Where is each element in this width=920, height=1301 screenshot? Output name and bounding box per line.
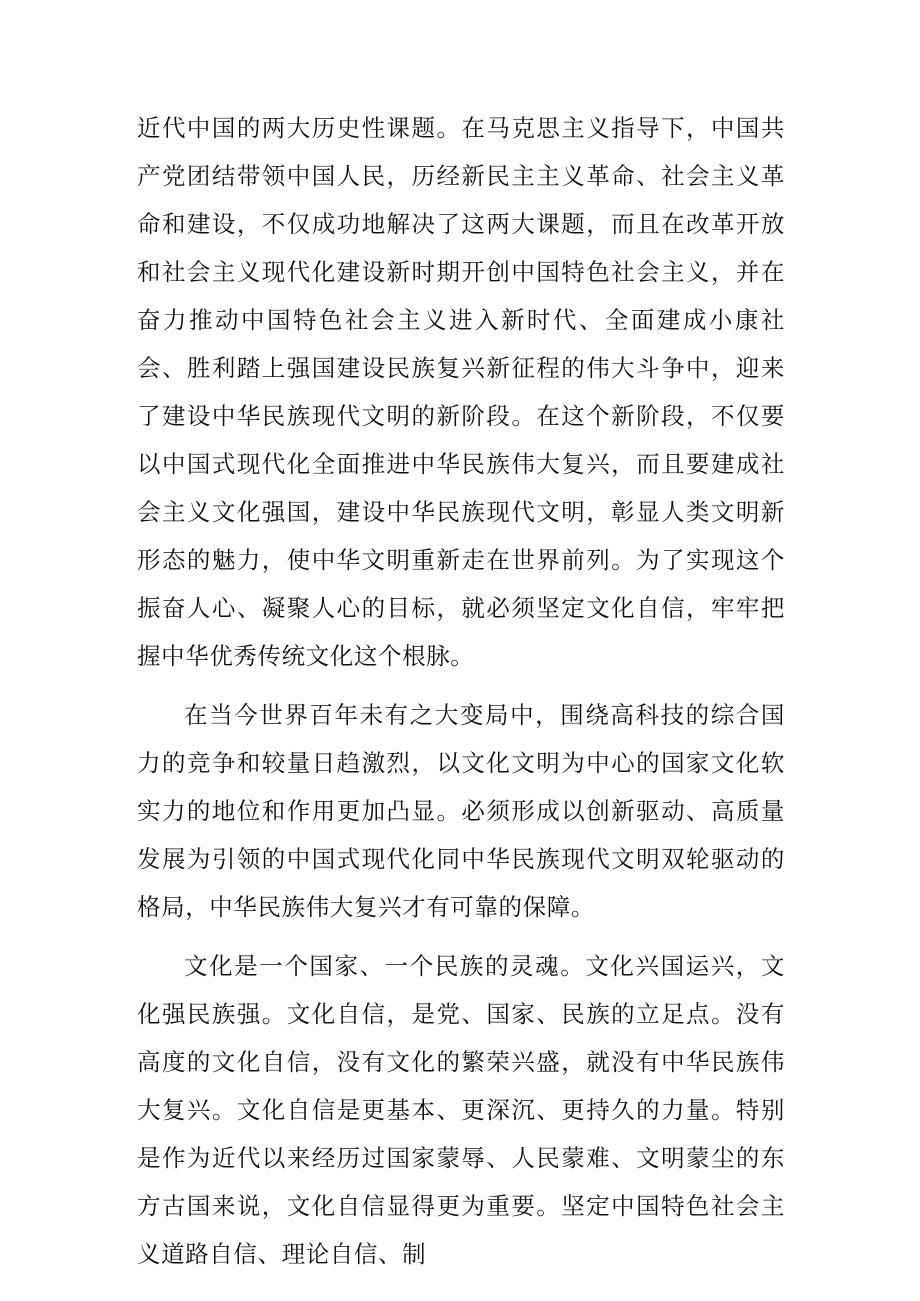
paragraph-2: 在当今世界百年未有之大变局中，围绕高科技的综合国力的竞争和较量日趋激烈，以文化文明为中心的国家文化软实力的地位和作用更加凸显。必须形成以创新驱动、高质量发展为引领的中国式现代化同中华民族现代文明双轮驱动的格局，中华民族伟大复兴才有可靠的保障。 [137,701,785,921]
paragraph-1: 近代中国的两大历史性课题。在马克思主义指导下，中国共产党团结带领中国人民，历经新民主主义革命、社会主义革命和建设，不仅成功地解决了这两大课题，而且在改革开放和社会主义现代化建设新时期开创中国特色社会主义，并在奋力推动中国特色社会主义进入新时代、全面建成小康社会、胜利踏上强国建设民族复兴新征程的伟大斗争中，迎来了建设中华民族现代文明的新阶段。在这个新阶段，不仅要以中国式现代化全面推进中华民族伟大复兴，而且要建成社会主义文化强国，建设中华民族现代文明，彰显人类文明新形态的魅力，使中华文明重新走在世界前列。为了实现这个振奋人心、凝聚人心的目标，就必须坚定文化自信，牢牢把握中华优秀传统文化这个根脉。 [137,114,785,670]
paragraph-3: 文化是一个国家、一个民族的灵魂。文化兴国运兴，文化强民族强。文化自信，是党、国家、民族的立足点。没有高度的文化自信，没有文化的繁荣兴盛，就没有中华民族伟大复兴。文化自信是更基本、更深沉、更持久的力量。特别是作为近代以来经历过国家蒙辱、人民蒙难、文明蒙尘的东方古国来说，文化自信显得更为重要。坚定中国特色社会主义道路自信、理论自信、制 [137,952,785,1268]
document-body [137,104,785,1289]
